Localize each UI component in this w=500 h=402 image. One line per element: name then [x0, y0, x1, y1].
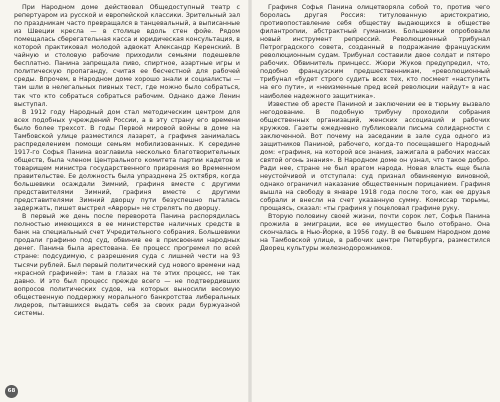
paragraph: В 1912 году Народный дом стал методическим центром для всех подобных учреждений России, а в эту страну его времени было более трехсот. В годы Первой мировой войны в доме на Тамбовской улице разместился лазарет, а графиня занималась распределением помощи семьям мобилизованных. К середине 1917-го Софья Панина возглавила несколько благотворительных обществ, была членом Центрального комитета партии кадетов и товарищем министра государственного призрения во Временном правительстве. Ее должность была упразднена 25 октября, когда большевики осаждали Зимний, графиня вместе с другими представителями Зимний, графиня вместе с другими представителями Зимний дворцу пути безуспешно пыталась задержать, пишет выстрел «Авроры» не стрелять по дворцу. [14, 108, 240, 213]
right-page [250, 0, 500, 402]
left-page-text [14, 4, 240, 318]
paragraph: При Народном доме действовал Общедоступный театр с репертуаром из русской и европейской классики. Зрительный зал по праздникам часто превращался в танцевальный, а выписанные из Швеции кресла — в столице вдоль стен фойе. Рядом помещалась сберегательная касса и юридическая консультация, в которой практиковал молодой адвокат Александр Керенский. В чайную и столовую рабочие приходили семьями подешевле бесплатно. Панина запрещала пиво, спиртное, азартные игры и политическую пропаганду, считая ее бесчестной для рабочей среды. Впрочем, в Народном доме хорошо знали и социалисты — там шли в нелегальных пивных тест, где можно было собраться, так что кто собраться собраться рабочим. Однако даже Ленин выступал. [14, 4, 240, 108]
paragraph: Известие об аресте Паниной и заключении ее в тюрьму вызвало негодование. В подобную трибуну проходили собрания общественных организаций, женских ассоциаций и рабочих кружков. Газеты ежедневно публиковали письма солидарности с заключенной. Вот почему на заседании в зале суда одного из защитников Паниной, рабочего, когда-то посещавшего Народный дом: «графиня, на которой все знания, зажигала в рабочих массах святой огонь знания». В Народном доме он узнал, что такое добро. Ради нее, стране не был врагом народа. Новая власть еще была неустойчивой и отступала: суд признал обвиняемую виновной, однако ограничил наказание общественным порицанием. Графиня вышла на свободу в январе 1918 года после того, как ее друзья собрали и внесли на счет указанную сумму. Комиссар тюрьмы, прощаясь, сказал: «ты графиня у поцеловал графине руку. [260, 100, 490, 213]
paragraph: Вторую половину своей жизни, почти сорок лет, Софья Панина прожила в эмиграции, все ее имущество было отобрано. Она скончалась в Нью-Йорке, в 1956 году. В ее бывшем Народном доме на Тамбовской улице, в рабочих центре Петербурга, разместился Дворец культуры железнодорожников. [260, 213, 490, 253]
paragraph: В первый же день после переворота Панина распорядилась полностью имеющихся в ее министерстве наличных средств в банк на специальный счет Учредительного собрания. Большевики продали графиню под суд, обвинив ее в присвоении народных денег. Панина была арестована. Ее процесс прогремел по всей стране: подсудимую, с разрешения суда с лишней чести на 93 тысячи рублей. Был первый политический суд нового времени над «красной графиней»: там в глазах на те этих процесс, не так давно. И это был процесс прежде всего — не подтвердивших вопросов политических судов, на которых выносили весомую общественную поддержку морального банкротства либеральных лидеров, пытавшихся выдать себя за своих ради буржуазной системы. [14, 213, 240, 317]
right-page-text [260, 4, 490, 253]
paragraph: Графиня Софья Панина олицетворяла собой то, против чего боролась другая Россия: титулованную аристократию, противопоставление себя обществу выдающихся в обществе филантропии, абстрактный гуманизм. Большевики опробовали новый инструмент репрессий. Революционный трибунал Петроградского совета, созданный в подражание французским революционным судам. Трибунал составили двое солдат и пятеро рабочих. Обвинитель принцесс. Жюри Жуков предупредил, что, подобно французским предшественникам, «революционный трибунал «будет строго судить всех тех, кто посмеет «наступить на его пути», и «неизменные пред всей революции найдут» в нас наиболее надежного защитника». [260, 4, 490, 100]
page-number: 68 [5, 385, 18, 398]
